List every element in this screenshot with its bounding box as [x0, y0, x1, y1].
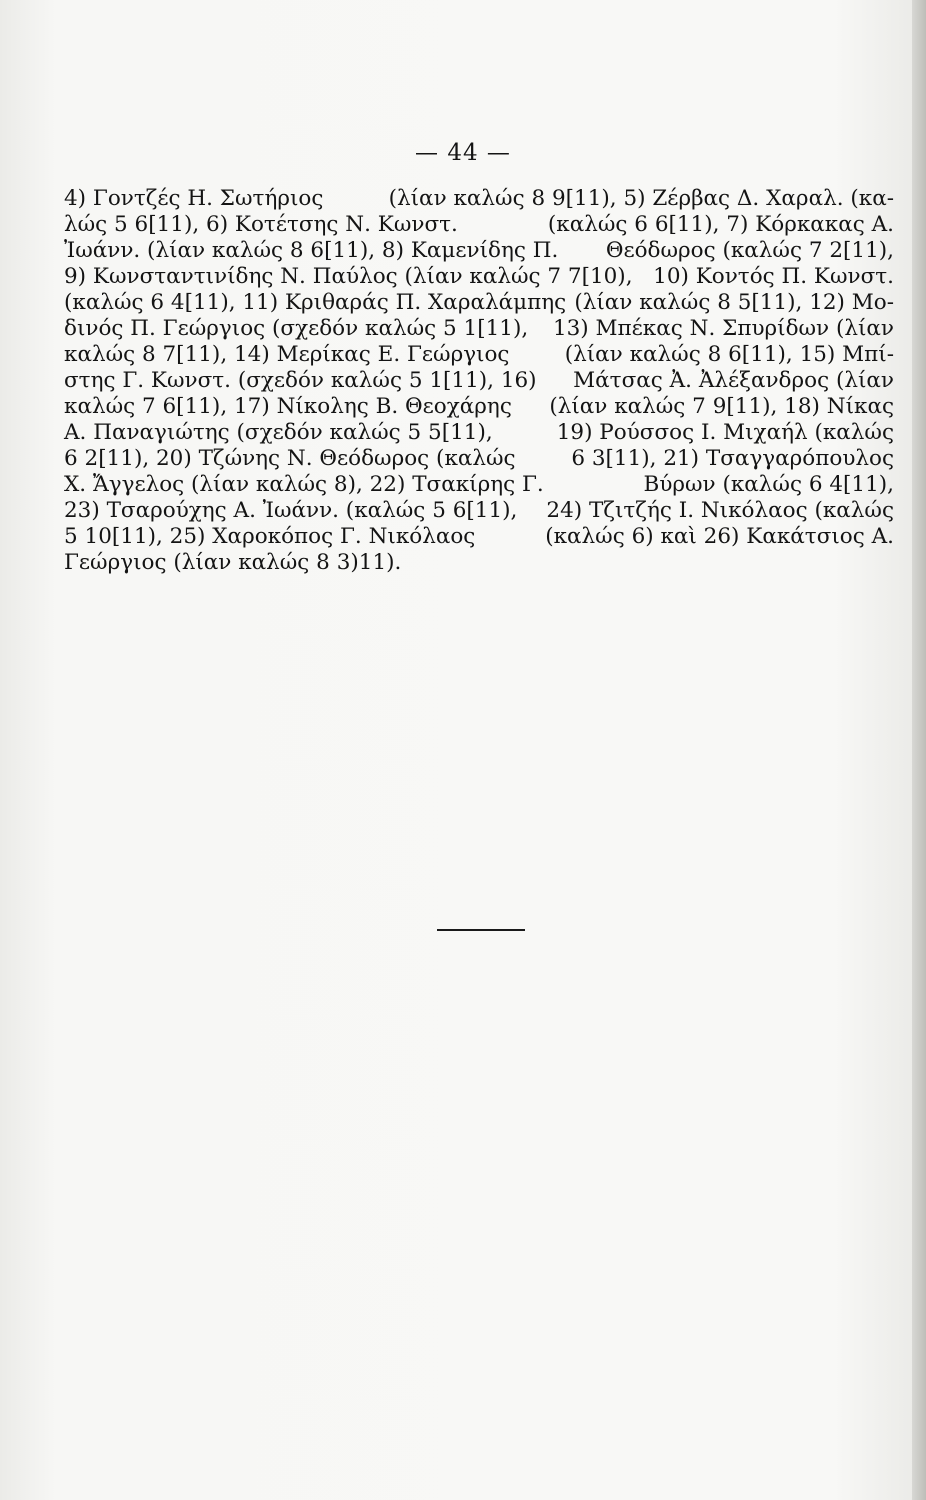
text-line-left: 9) Κωνσταντινίδης Ν. Παύλος (λίαν καλώς 7 7[10),: [64, 264, 633, 289]
text-line: [64, 524, 894, 550]
text-line-left: 4) Γοντζές Η. Σωτήριος: [64, 186, 324, 211]
text-line: [64, 368, 894, 394]
text-line-left: Ἰωάνν. (λίαν καλώς 8 6[11), 8) Καμενίδης Π.: [64, 238, 559, 263]
page-edge-shadow: [912, 0, 926, 1500]
text-line: [64, 186, 894, 212]
text-line: [64, 238, 894, 264]
text-line: [64, 498, 894, 524]
text-line-left: στης Γ. Κωνστ. (σχεδόν καλώς 5 1[11), 16): [64, 368, 537, 393]
text-line-left: δινός Π. Γεώργιος (σχεδόν καλώς 5 1[11),: [64, 316, 529, 341]
text-line-right: (λίαν καλώς 8 6[11), 15) Μπί-: [564, 342, 894, 367]
text-line-right: 6 3[11), 21) Τσαγγαρόπουλος: [571, 446, 894, 471]
text-line-right: (λίαν καλώς 8 5[11), 12) Μο-: [574, 290, 894, 315]
section-divider: [437, 929, 525, 931]
text-line-right: (λίαν καλώς 7 9[11), 18) Νίκας: [549, 394, 894, 419]
text-line-left: 23) Τσαρούχης Α. Ἰωάνν. (καλώς 5 6[11),: [64, 498, 518, 523]
text-line-right: Βύρων (καλώς 6 4[11),: [643, 472, 894, 497]
page-number: — 44 —: [415, 140, 511, 166]
text-line-right: (λίαν καλώς 8 9[11), 5) Ζέρβας Δ. Χαραλ. (κα-: [388, 186, 894, 211]
text-line: [64, 316, 894, 342]
text-line-right: 24) Τζιτζής Ι. Νικόλαος (καλώς: [546, 498, 894, 523]
body-paragraph: [64, 186, 894, 576]
text-line-left: Χ. Ἄγγελος (λίαν καλώς 8), 22) Τσακίρης Γ.: [64, 472, 544, 497]
text-line: [64, 472, 894, 498]
text-line-left: καλώς 7 6[11), 17) Νίκολης Β. Θεοχάρης: [64, 394, 512, 419]
text-line: [64, 394, 894, 420]
text-line-left: (καλώς 6 4[11), 11) Κριθαράς Π. Χαραλάμπης: [64, 290, 567, 315]
text-line-left: 5 10[11), 25) Χαροκόπος Γ. Νικόλαος: [64, 524, 476, 549]
text-line: [64, 550, 894, 576]
text-line-right: (καλώς 6 6[11), 7) Κόρκακας Α.: [547, 212, 894, 237]
text-line-left: 6 2[11), 20) Τζώνης Ν. Θεόδωρος (καλώς: [64, 446, 516, 471]
text-line-right: 13) Μπέκας Ν. Σπυρίδων (λίαν: [552, 316, 894, 341]
text-line: [64, 290, 894, 316]
text-line-left: λώς 5 6[11), 6) Κοτέτσης Ν. Κωνστ.: [64, 212, 458, 237]
text-line: [64, 342, 894, 368]
text-line-left: Γεώργιος (λίαν καλώς 8 3)11).: [64, 550, 402, 575]
text-line-right: 10) Κοντός Π. Κωνστ.: [653, 264, 894, 289]
text-line-left: Α. Παναγιώτης (σχεδόν καλώς 5 5[11),: [64, 420, 493, 445]
text-line-left: καλώς 8 7[11), 14) Μερίκας Ε. Γεώργιος: [64, 342, 510, 367]
text-line: [64, 420, 894, 446]
text-line: [64, 264, 894, 290]
text-line-right: 19) Ρούσσος Ι. Μιχαήλ (καλώς: [556, 420, 894, 445]
text-line-right: (καλώς 6) καὶ 26) Κακάτσιος Α.: [545, 524, 894, 549]
text-line-right: Θεόδωρος (καλώς 7 2[11),: [605, 238, 894, 263]
text-line: [64, 446, 894, 472]
text-line: [64, 212, 894, 238]
text-line-right: Μάτσας Ἀ. Ἀλέξανδρος (λίαν: [573, 368, 894, 393]
